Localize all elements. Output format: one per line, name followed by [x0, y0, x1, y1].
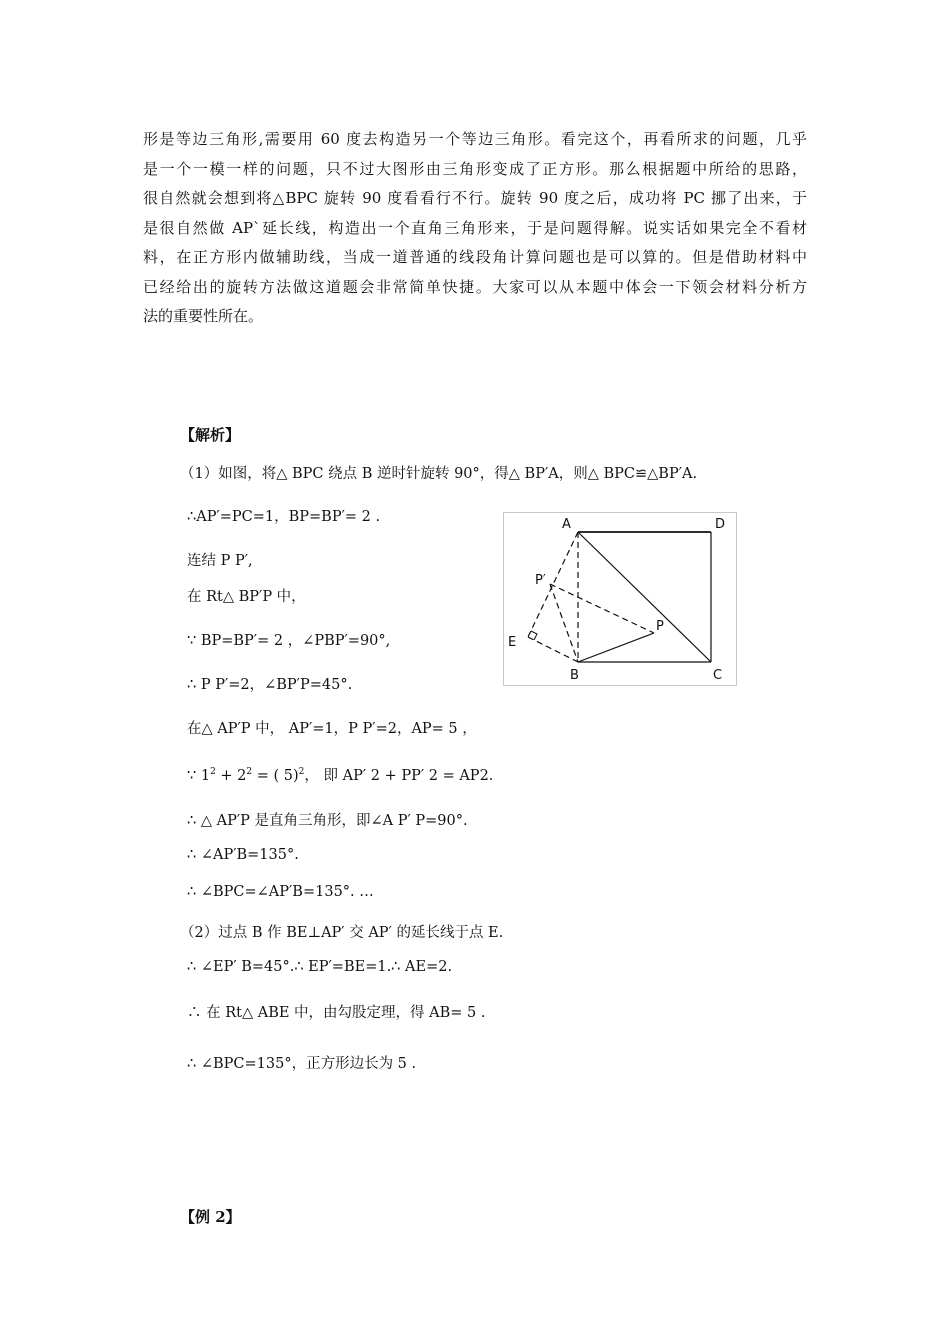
pyth-tail: ， 即 AP′ 2 + PP′ 2 = AP2.	[304, 768, 494, 784]
intro-line: 法的重要性所在。	[143, 307, 264, 325]
intro-line: 形是等边三角形,需要用 60 度去构造另一个等边三角形。看完这个，再看所求的问题，几乎	[143, 130, 807, 148]
label-E: E	[508, 635, 517, 650]
intro-paragraph	[143, 125, 807, 332]
pyth-mid: + 2	[215, 768, 247, 784]
intro-line: 是很自然做 AP`延长线，构造出一个直角三角形来，于是问题得解。说实话如果完全不看材	[143, 218, 807, 237]
geometry-figure	[503, 512, 737, 686]
segment-BP-prime	[550, 584, 578, 662]
label-A: A	[562, 517, 571, 532]
solution-line-pp: ∴ P P′=2，∠BP′P=45°.	[187, 677, 353, 693]
segment-AC	[578, 532, 711, 662]
solution-line-ep: ∴ ∠EP′ B=45°.∴ EP′=BE=1.∴ AE=2.	[187, 959, 453, 975]
part2-intro: （2）过点 B 作 BE⊥AP′ 交 AP′ 的延长线于点 E.	[180, 925, 504, 941]
solution-line-rt: 在 Rt△ BP′P 中，	[187, 589, 306, 605]
pyth-sup: 2	[298, 767, 305, 778]
label-P-prime: P′	[535, 573, 546, 588]
solution-line-bpc: ∴ ∠BPC=∠AP′B=135°. …	[187, 884, 374, 900]
solution-line-because: ∵ BP=BP′= 2 ，∠PBP′=90°,	[187, 633, 391, 649]
intro-line: 料，在正方形内做辅助线，当成一道普通的线段角计算问题也是可以算的。但是借助材料中	[143, 248, 807, 266]
solution-line-right: ∴ △ AP′P 是直角三角形，即∠A P′ P=90°.	[187, 813, 468, 829]
solution-heading: 【解析】	[180, 426, 241, 444]
label-C: C	[713, 668, 723, 683]
solution-line-connect: 连结 P P′,	[187, 553, 253, 569]
solution-line-final: ∴ ∠BPC=135°，正方形边长为 5 .	[187, 1056, 417, 1072]
solution-line-ap: ∴AP′=PC=1，BP=BP′= 2 .	[187, 509, 381, 525]
solution-line-pythagoras	[187, 764, 493, 785]
label-P: P	[656, 619, 664, 634]
solution-line-triangle: 在△ AP′P 中， AP′=1，P P′=2，AP= 5 ，	[187, 721, 477, 737]
solution-line-ab: ∴ 在 Rt△ ABE 中，由勾股定理，得 AB= 5 .	[187, 1005, 486, 1021]
pyth-sup: 2	[210, 767, 216, 778]
part1-intro: （1）如图，将△ BPC 绕点 B 逆时针旋转 90°，得△ BP′A，则△ BPC≌△BP′A.	[180, 466, 698, 482]
label-D: D	[715, 517, 726, 532]
segment-BP	[578, 633, 654, 662]
pyth-rhs: = ( 5)	[252, 768, 299, 784]
intro-line: 很自然就会想到将△BPC 旋转 90 度看看行不行。旋转 90 度之后，成功将 PC 挪了出来，于	[143, 189, 807, 207]
figure-svg	[504, 513, 736, 685]
example2-heading: 【例 2】	[180, 1208, 241, 1226]
pyth-lhs: ∵ 1	[187, 768, 211, 784]
intro-line: 是一个一模一样的问题，只不过大图形由三角形变成了正方形。那么根据题中所给的思路，	[143, 159, 807, 178]
solution-line-apb: ∴ ∠AP′B=135°.	[187, 847, 299, 863]
pyth-sup: 2	[246, 767, 253, 778]
intro-line: 已经给出的旋转方法做这道题会非常简单快捷。大家可以从本题中体会一下领会材料分析方	[143, 277, 807, 296]
label-B: B	[570, 668, 579, 683]
